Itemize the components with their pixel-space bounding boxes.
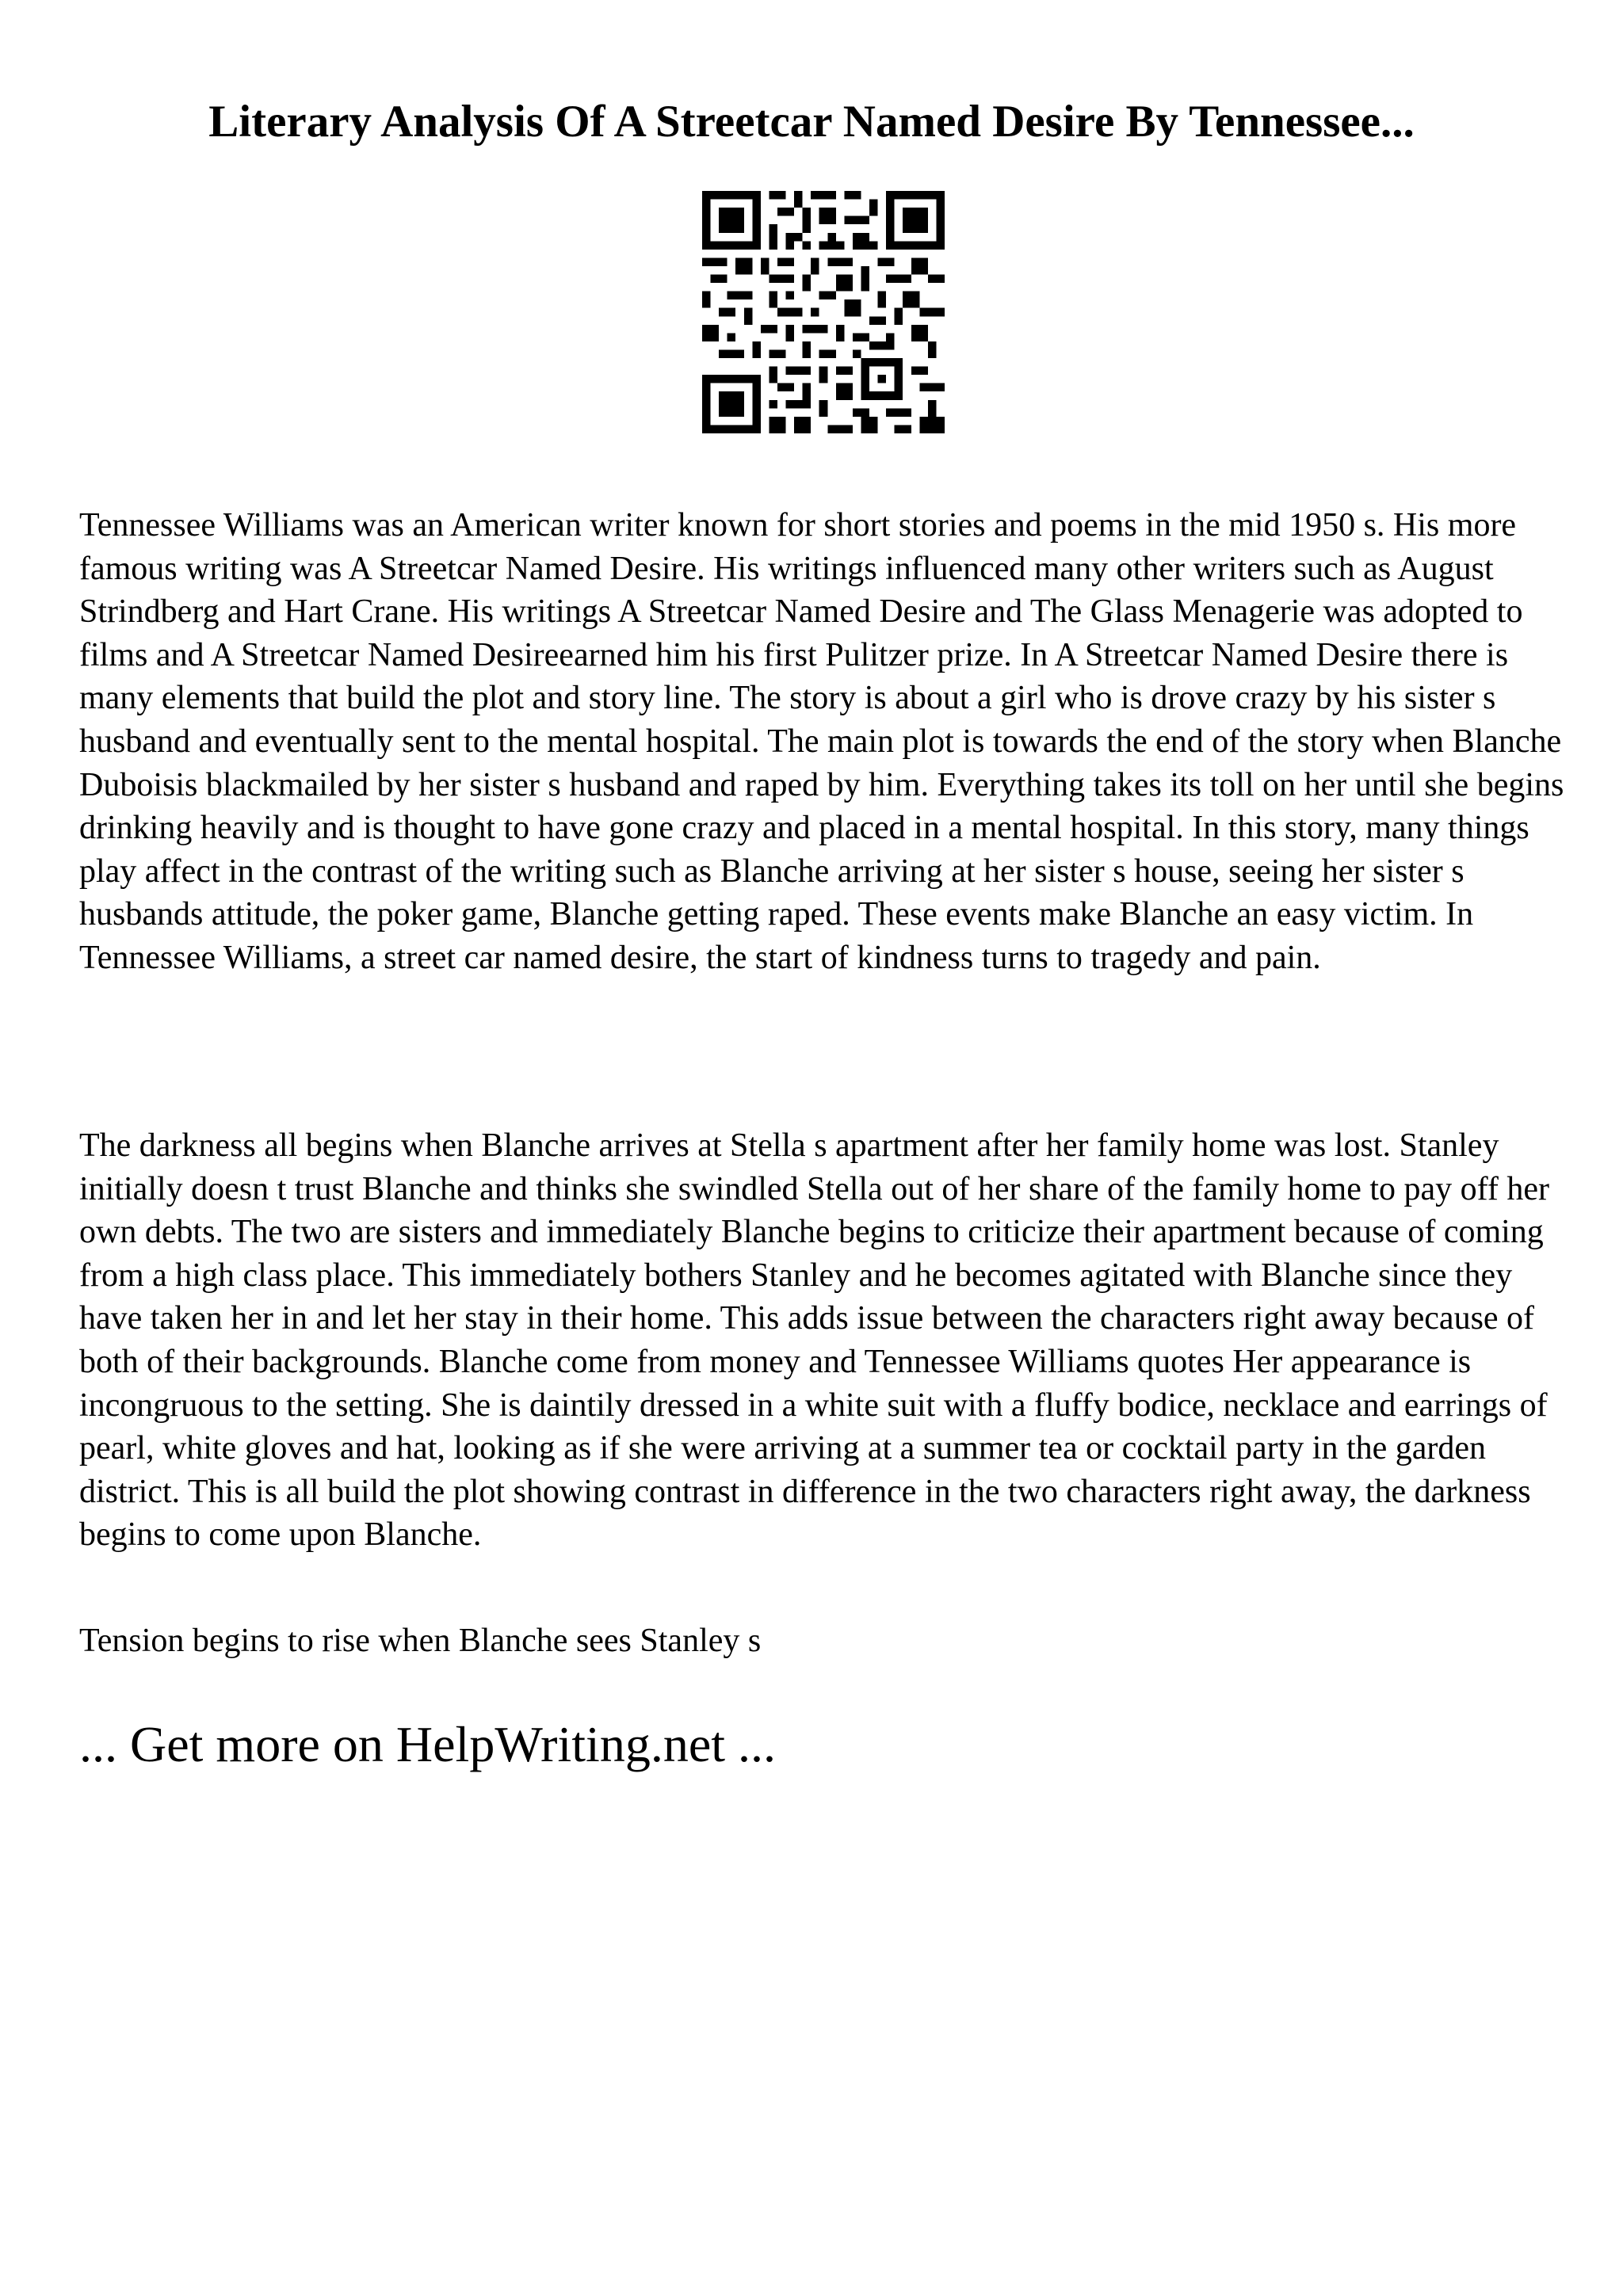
document-title: Literary Analysis Of A Streetcar Named Desire By Tennessee... [208,97,1415,147]
qr-code-icon [702,191,945,433]
body-paragraph-1: Tennessee Williams was an American writer known for short stories and poems in the mid 1950 s. His more famous writing was A Streetcar Named Desire. His writings influenced many other writers such as August Strindberg and Hart Crane. His writings A Streetcar Named Desire and The Glass Menagerie was adopted to films and A Streetcar Named Desireearned him his first Pulitzer prize. In A Streetcar Named Desire there is many elements that build the plot and story line. The story is about a girl who is drove crazy by his sister s husband and eventually sent to the mental hospital. The main plot is towards the end of the story when Blanche Duboisis blackmailed by her sister s husband and raped by him. Everything takes its toll on her until she begins drinking heavily and is thought to have gone crazy and placed in a mental hospital. In this story, many things play affect in the contrast of the writing such as Blanche arriving at her sister s house, seeing her sister s husbands attitude, the poker game, Blanche getting raped. These events make Blanche an easy victim. In Tennessee Williams, a street car named desire, the start of kindness turns to tragedy and pain. [79,507,1564,976]
body-paragraph-2: The darkness all begins when Blanche arrives at Stella s apartment after her family home was lost. Stanley initially doesn t trust Blanche and thinks she swindled Stella out of her share of the family home to pay off her own debts. The two are sisters and immediately Blanche begins to criticize their apartment because of coming from a high class place. This immediately bothers Stanley and he becomes agitated with Blanche since they have taken her in and let her stay in their home. This adds issue between the characters right away because of both of their backgrounds. Blanche come from money and Tennessee Williams quotes Her appearance is incongruous to the setting. She is daintily dressed in a white suit with a fluffy bodice, necklace and earrings of pearl, white gloves and hat, looking as if she were arriving at a summer tea or cocktail party in the garden district. This is all build the plot showing contrast in difference in the two characters right away, the darkness begins to come upon Blanche. [79,1127,1549,1554]
get-more-link[interactable]: ... Get more on HelpWriting.net ... [79,1716,776,1772]
body-paragraph-3: Tension begins to rise when Blanche sees Stanley s [79,1623,762,1659]
